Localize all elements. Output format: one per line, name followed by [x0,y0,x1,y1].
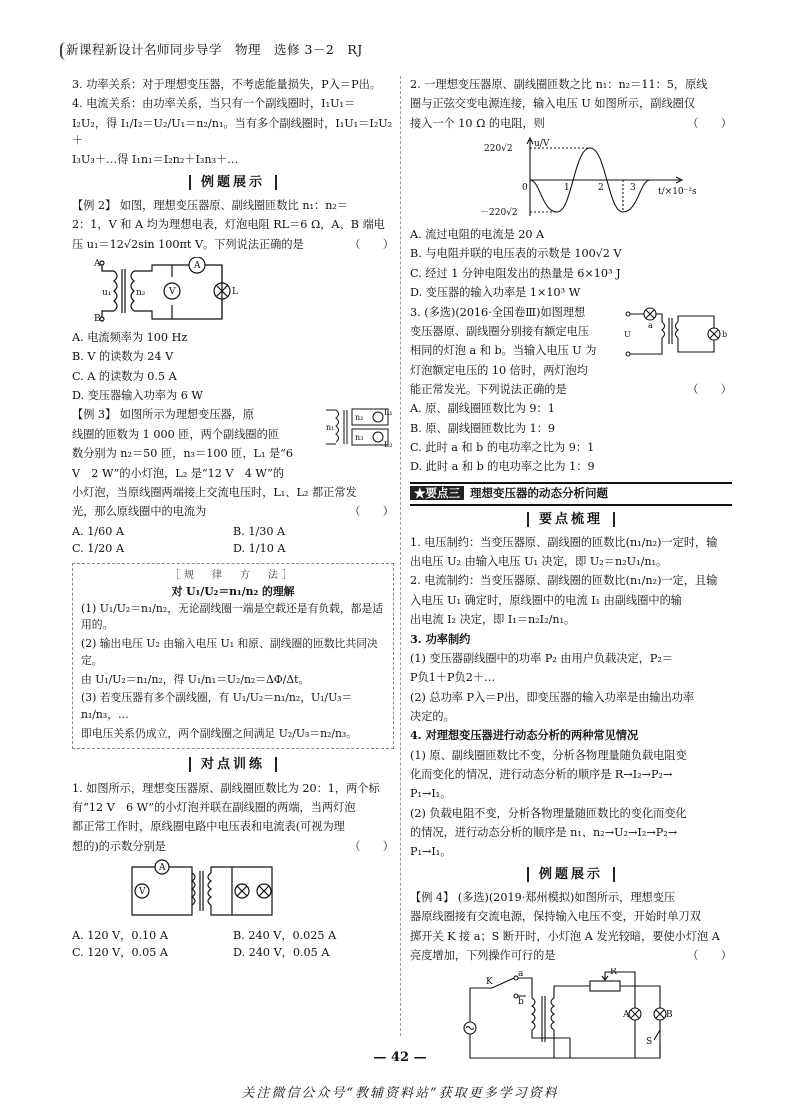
footer-note: 关注微信公众号“教辅资料站”获取更多学习资料 [241,1086,559,1101]
right-column [410,76,732,1072]
option-a[interactable]: A. 电流频率为 100 Hz [72,331,188,345]
svg-text:B: B [666,1010,673,1021]
example-3-transformer-figure [324,406,394,448]
practice-3-line-5: 能正常发光。下列说法正确的是 （ ） [410,382,732,396]
svg-text:u₁: u₁ [102,288,112,299]
svg-text:1: 1 [564,183,570,194]
left-column [72,76,394,962]
key-4-line-2: 化而变化的情况，进行动态分析的顺序是 R→I₂→P₂→ [410,768,673,782]
svg-text:n₃: n₃ [355,433,364,443]
option-c[interactable]: C. 120 V，0.05 A [72,946,168,960]
current-relation-1: 4. 电流关系：由功率关系，当只有一个副线圈时，I₁U₁＝ [72,97,356,111]
example-3-line-4: V 2 W”的小灯泡，L₂ 是“12 V 4 W”的 [72,466,285,480]
key-4-line-6: P₁→I₁。 [410,845,452,859]
key-2-line-1: 2. 电流制约：当变压器原、副线圈的匝数比(n₁/n₂)一定，且输 [410,574,718,588]
example-2-line-2: 2：1，V 和 A 均为理想电表，灯泡电阻 RL＝6 Ω，A、B 端电 [72,218,385,232]
svg-text:b: b [518,997,524,1008]
practice-2-line-2: 圈与正弦交变电源连接，输入电压 U 如图所示，副线圈仅 [410,97,696,111]
current-relation-3: I₃U₃＋…得 I₁n₁＝I₂n₂＋I₃n₃＋… [72,153,239,167]
svg-text:u/V: u/V [534,139,550,150]
section-heading-examples: 例题展示 [72,173,394,193]
example-3-options-row-2 [72,540,394,557]
practice-1-line-3: 都正常工作时，原线圈电路中电压表和电流表(可视为理 [72,820,345,834]
practice-2-line-1: 2. 一理想变压器原、副线圈匝数之比 n₁：n₂＝11：5，原线 [410,78,708,91]
example-2-line-3: 压 u₁＝12√2sin 100πt V。下列说法正确的是 （ ） [72,237,394,251]
key-3-line-1: (1) 变压器副线圈中的功率 P₂ 由用户负载决定，P₂＝ [410,651,674,665]
key-4-line-3: P₁→I₁。 [410,787,452,801]
section-heading-key-points: 要点梳理 [410,510,732,530]
voltage-waveform-graph [480,136,720,222]
option-b[interactable]: B. 1/30 A [233,524,286,538]
key-4-heading: 4. 对理想变压器进行动态分析的两种常见情况 [410,728,639,743]
practice-1-line-1: 1. 如图所示，理想变压器原、副线圈匝数比为 20：1，两个标 [72,781,380,795]
practice-3-line-3: 相同的灯泡 a 和 b。当输入电压 U 为 [410,344,597,358]
svg-text:b: b [722,329,728,339]
svg-text:n₂: n₂ [355,413,364,423]
svg-text:U: U [624,329,631,339]
svg-text:A: A [194,261,201,272]
option-d[interactable]: D. 变压器输入功率为 6 W [72,389,203,403]
example-4-line-3: 掷开关 K 接 a；S 断开时，小灯泡 A 发光较暗，要使小灯泡 A [410,929,720,943]
practice-3-line-2: 变压器原、副线圈分别接有额定电压 [410,324,590,338]
example-2-line-1: 【例 2】 如图，理想变压器原、副线圈匝数比 n₁：n₂＝ [72,198,349,212]
method-box-subtitle: 对 U₁/U₂＝n₁/n₂ 的理解 [171,584,295,598]
method-box-title: ［规 律 方 法］ [170,570,296,582]
method-point-2b: 由 U₁/U₂＝n₁/n₂，得 U₁/n₁＝U₂/n₂＝ΔΦ/Δt。 [81,672,310,686]
key-3-line-2: P负1＋P负2＋… [410,671,496,685]
svg-text:S: S [646,1037,653,1048]
key-3-heading: 3. 功率制约 [410,631,471,646]
method-point-3: (3) 若变压器有多个副线圈，有 U₁/U₂＝n₁/n₂，U₁/U₃＝n₁/n₃，… [81,691,353,721]
section-heading-examples-2: 例题展示 [410,865,732,885]
page-header: 新课程新设计名师同步导学 物理 选修 3－2 RJ [66,42,363,57]
option-b[interactable]: B. V 的读数为 24 V [72,350,174,364]
example-4-line-2: 器原线圈接有交流电源，保持输入电压不变，开始时单刀双 [410,910,701,924]
svg-text:0: 0 [522,183,528,194]
key-3-line-4: 决定的。 [410,709,455,723]
svg-text:L₁: L₁ [384,408,393,418]
svg-text:2: 2 [598,183,604,194]
practice-1-options-row-2 [72,944,394,961]
svg-text:A: A [623,1010,630,1021]
example-4-line-1: 【例 4】 (多选)(2019·郑州模拟)如图所示，理想变压 [410,890,676,904]
option-c[interactable]: C. 经过 1 分钟电阻发出的热量是 6×10³ J [410,266,621,280]
option-a[interactable]: A. 流过电阻的电流是 20 A [410,228,545,242]
svg-text:3: 3 [630,183,636,194]
practice-3-options [410,400,732,475]
key-1-line-2: 出电压 U₂ 由输入电压 U₁ 决定，即 U₂＝n₂U₁/n₁。 [410,555,668,569]
svg-text:L: L [232,287,238,298]
page-number: — 42 — [373,1050,427,1065]
example-3-line-1: 【例 3】 如图所示为理想变压器，原 [72,408,255,422]
practice-3-circuit-figure [622,304,732,364]
example-3-line-5: 小灯泡，当原线圈两端接上交流电压时，L₁、L₂ 都正常发 [72,485,357,499]
example-3-line-2: 线圈的匝数为 1 000 匝，两个副线圈的匝 [72,427,279,441]
key-3-line-3: (2) 总功率 P入＝P出，即变压器的输入功率是由输出功率 [410,690,695,704]
svg-text:a: a [648,320,653,330]
practice-3-line-1: 3. (多选)(2016·全国卷Ⅲ)如图理想 [410,305,586,319]
option-d[interactable]: D. 变压器的输入功率是 1×10³ W [410,286,581,300]
svg-text:n₂: n₂ [136,288,146,299]
method-point-1: (1) U₁/U₂＝n₁/n₂，无论副线圈一端是空载还是有负载，都是适用的。 [81,601,384,632]
option-d[interactable]: D. 1/10 A [233,541,286,555]
option-a[interactable]: A. 原、副线圈匝数比为 9：1 [410,402,555,416]
practice-2-options [410,226,732,301]
option-d[interactable]: D. 此时 a 和 b 的电功率之比为 1：9 [410,460,595,474]
option-b[interactable]: B. 原、副线圈匝数比为 1：9 [410,421,556,435]
power-relation: 3. 功率关系：对于理想变压器，不考虑能量损失，P入＝P出。 [72,78,381,91]
practice-1-line-4: 想的)的示数分别是 （ ） [72,839,394,853]
practice-2-line-3: 接入一个 10 Ω 的电阻，则 （ ） [410,116,732,130]
key-2-line-3: 出电流 I₂ 决定，即 I₁＝n₂I₂/n₁。 [410,613,576,627]
svg-text:V: V [169,287,176,298]
example-2-options [72,329,394,404]
example-3-options-row-1 [72,523,394,540]
svg-text:A: A [159,863,166,874]
svg-text:B: B [94,314,101,325]
svg-text:－220√2: －220√2 [480,208,518,219]
svg-text:220√2: 220√2 [484,144,513,155]
section-heading-practice: 对点训练 [72,755,394,775]
svg-text:n₁: n₁ [326,423,335,433]
option-a[interactable]: A. 120 V，0.10 A [72,929,168,943]
method-box [72,563,394,749]
current-relation-2: I₂U₂，得 I₁/I₂＝U₂/U₁＝n₂/n₁。当有多个副线圈时，I₁U₁＝I₂U₂＋ [72,116,393,148]
svg-text:K: K [486,977,493,988]
method-point-3b: 即电压关系仍成立，两个副线圈之间满足 U₂/U₃＝n₂/n₃。 [81,726,358,740]
example-2-circuit-figure [72,257,272,325]
svg-text:t/×10⁻²s: t/×10⁻²s [658,187,697,198]
key-2-line-2: 入电压 U₁ 确定时，原线圈中的电流 I₁ 由副线圈中的输 [410,593,682,607]
practice-3-line-4: 灯泡额定电压的 10 倍时，两灯泡均 [410,363,588,377]
practice-1-circuit-figure [122,859,322,923]
option-a[interactable]: A. 1/60 A [72,524,124,538]
example-4-line-4: 亮度增加，下列操作可行的是 （ ） [410,949,732,963]
method-point-2: (2) 输出电压 U₂ 由输入电压 U₁ 和原、副线圈的匝数比共同决定。 [81,637,378,667]
practice-1-line-2: 有“12 V 6 W”的小灯泡并联在副线圈的两端，当两灯泡 [72,800,356,814]
example-3-line-3: 数分别为 n₂＝50 匝，n₃＝100 匝，L₁ 是“6 [72,447,294,461]
key-4-line-4: (2) 负载电阻不变，分析各物理量随匝数比的变化而变化 [410,806,687,820]
key-point-3-banner: ★要点三 理想变压器的动态分析问题 [410,482,732,506]
option-c[interactable]: C. 此时 a 和 b 的电功率之比为 9：1 [410,441,595,455]
key-4-line-1: (1) 原、副线圈匝数比不变，分析各物理量随负载电阻变 [410,748,687,762]
option-b[interactable]: B. 与电阻并联的电压表的示数是 100√2 V [410,247,622,261]
column-divider [400,76,401,1036]
example-3-line-6: 光，那么原线圈中的电流为 （ ） [72,505,394,519]
option-b[interactable]: B. 240 V，0.025 A [233,929,337,943]
svg-text:V: V [139,887,146,898]
option-d[interactable]: D. 240 V，0.05 A [233,946,330,960]
svg-text:a: a [518,969,524,980]
option-c[interactable]: C. A 的读数为 0.5 A [72,369,177,383]
practice-1-options-row-1 [72,927,394,944]
svg-text:L₂: L₂ [384,440,393,449]
key-4-line-5: 的情况，进行动态分析的顺序是 n₁、n₂→U₂→I₂→P₂→ [410,826,678,840]
option-c[interactable]: C. 1/20 A [72,541,125,555]
svg-text:A: A [94,259,101,270]
svg-text:R: R [610,968,617,978]
key-1-line-1: 1. 电压制约：当变压器原、副线圈的匝数比(n₁/n₂)一定时，输 [410,535,718,549]
